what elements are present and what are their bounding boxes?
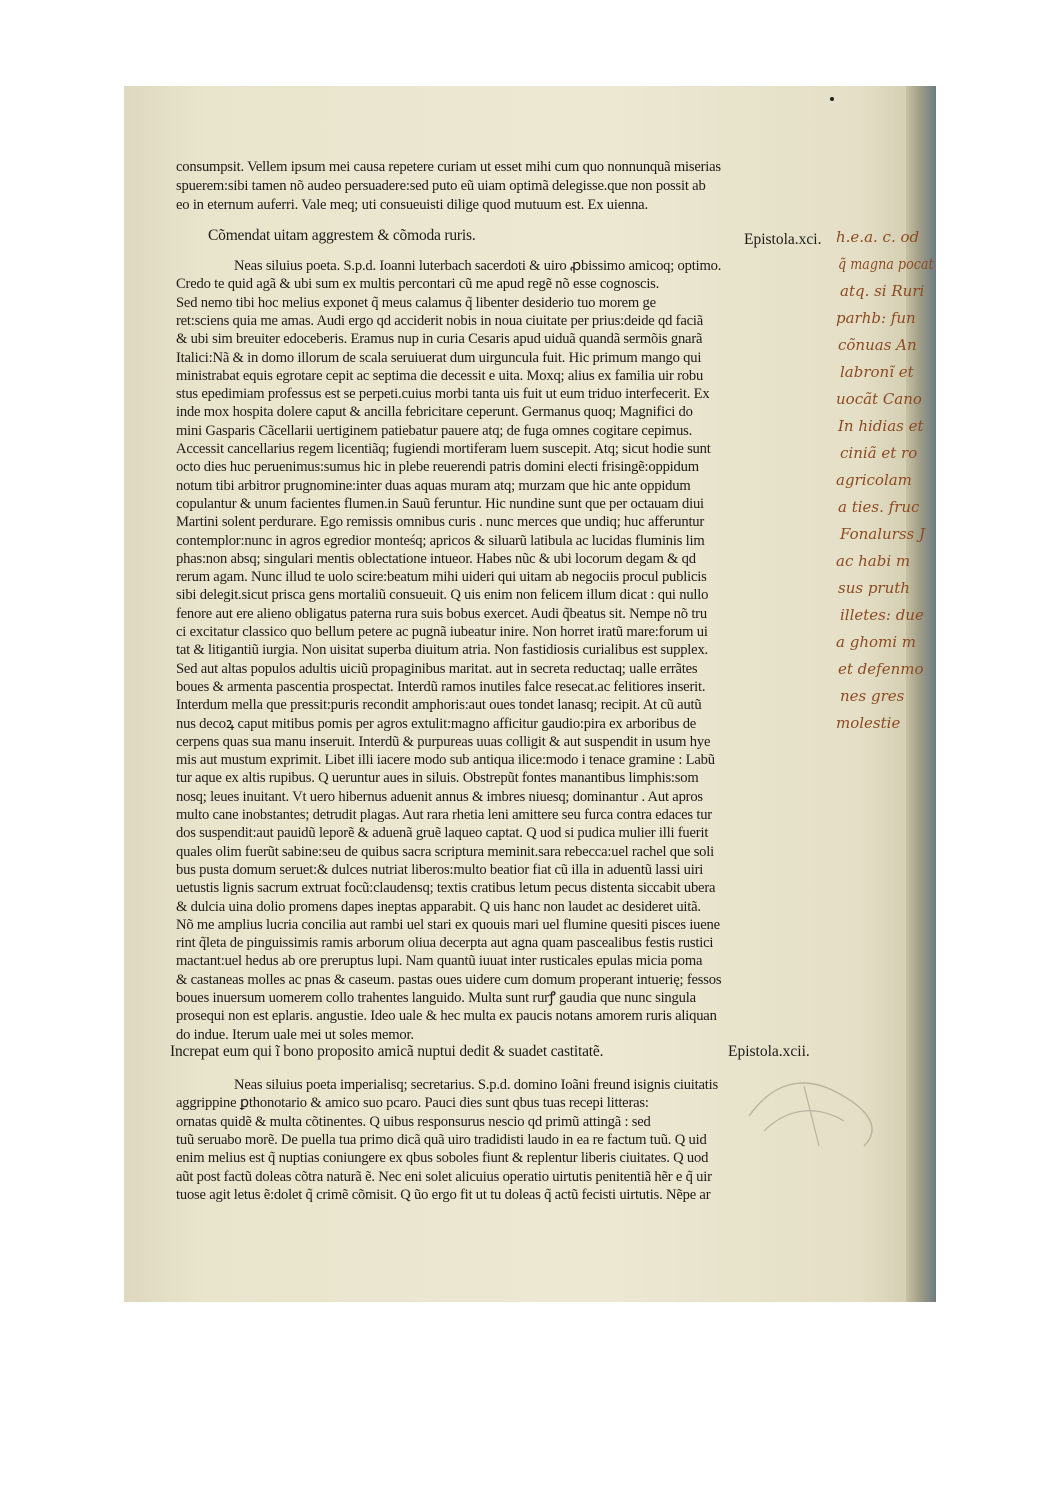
marginal-note: molestie [836,714,901,732]
text-line: spuerem:sibi tamen nõ audeo persuadere:sed puto eũ uiam optimã delegisse.que non possit ab [176,178,706,194]
letter-heading: Cõmendat uitam aggrestem & cõmoda ruris. [208,227,476,244]
text-line: Credo te quid agã & ubi sum ex multis percontari cũ me apud regẽ nõ esse cognoscis. [176,276,660,293]
letter-heading: Increpat eum qui ĩ bono proposito amicã nuptui dedit & suadet castitatẽ. [170,1043,604,1060]
text-line: Italici:Nã & in domo illorum de scala seruiuerat dum uirguncula fuit. Hic primum mango qui [176,349,702,366]
text-line: sibi delegit.sicut prisca gens mortaliũ consueuit. Q uis enim non felicem illum dicat : qui nullo [176,587,709,604]
text-line: nus decoꝝ caput mitibus pomis per agros extulit:magno afficitur gaudio:pira ex arboribus de [176,715,697,732]
marginal-note: uocãt Cano [836,390,922,408]
text-line: ret:sciens quia me amas. Audi ergo qd acciderit nobis in noua ciuitate per prius:deide qd faciã [176,312,704,329]
text-line: quales olim fuerũt sabine:seu de quibus sacra scriptura meminit.sara rebecca:uel rachel que soli [176,843,714,860]
text-line: stus epedimiam professus est se perpeti.cuius morbi tanta uis fuit ut eum triduo interfecerit. Ex [176,386,710,403]
ink-dot [830,97,834,101]
text-line: eo in eternum auferri. Vale meq; uti consueuisti dilige quod mutuum est. Ex uienna. [176,197,648,213]
text-line: cerpens quas sua manu inseruit. Interdũ & purpureas uuas colligit & aut suspendit in usum hye [176,733,711,750]
text-line: tur aque ex altis rupibus. Q ueruntur aues in siluis. Obstrepũt fontes manantibus limphis:som [176,770,699,787]
text-line: fenore aut ere alieno obligatus paterna rura suis bobus exercet. Audi q̃beatus sit. Nempe nõ tru [176,605,707,622]
text-line: dos suspendit:aut pauidũ leporẽ & aduenã gruẽ laqueo captat. Q uod si pudica mulier illi fuerit [176,825,709,842]
epistola-number: Epistola.xcii. [728,1043,810,1060]
text-line: aggrippine ꝑthonotario & amico suo pcaro. Pauci dies sunt qbus tuas recepi litteras: [176,1095,649,1112]
text-line: mini Gasparis Cãcellarii uertiginem patiebatur pauere atq; de fuga omnes cogitare cepimus. [176,422,693,439]
text-line: tuũ seruabo morẽ. De puella tua primo dicã quã uiro tradidisti laudo in ea re factum tuũ. Q uid [176,1131,707,1148]
text-line: octo dies huc peruenimus:sumus hic in plebe reuerendi patris domini electi frisingẽ:oppidum [176,459,699,476]
text-line: multo cane inobstantes; detrudit plagas. Aut rara rhetia leni amittere seu furca contra edaces tur [176,807,712,823]
marginal-note: ac habi m [836,552,911,570]
text-line: Accessit cancellarius regem licentiãq; fugiendi mortiferam luem suscepit. Atq; sicut hodie sunt [176,441,711,457]
text-line: ci excitatur classico quo bellum petere ac pugnã iubeatur inire. Non horret iratũ mare:forum ui [176,624,708,640]
text-line: boues inuersum uomerem collo trahentes languido. Multa sunt rurꝭ gaudia que nunc singula [176,990,696,1006]
marginal-note: a ties. fruc [838,498,920,516]
text-line: boues & armenta pascentia prospectat. Interdũ ramos inutiles falce resecat.ac felitiores inserit. [176,678,706,695]
text-line: nosq; leues inuitant. Vt uero hibernus aduenit annus & imbres niuesq; dominantur . Aut apros [176,788,703,805]
text-line: ministrabat equis egrotare cepit ac septima die decessit e uita. Moxq; alius ex familia uir robu [176,367,704,384]
text-line: phas:non absq; singulari mentis oblectatione intueor. Habes nũc & ubi locorum degam & qd [176,550,696,567]
text-line: copulantur & unum facientes flumen.in Sauũ feruntur. Hic nundine sunt que per octauam diui [176,495,704,512]
text-line: mis aut mustum exprimit. Libet illi iacere modo sub antiqua ilice:modo i tenace gramine : Labũ [176,752,715,769]
text-line: inde mox hospita dolere caput & ancilla febricitare ceperunt. Germanus quoq; Magnifici do [176,404,693,421]
marginal-note: In hidias et [838,417,924,435]
text-line: bus pusta domum seruet:& dulces nutriat liberos:multo beatior fiat cũ illa in aduentũ lassi uiri [176,861,704,878]
text-line: & dulcia uina dolio promens dapes ineptas apparabit. Q uis hanc non laudet ac desideret uitã. [176,898,701,915]
marginal-note: a ghomi m [836,633,917,651]
marginal-note: labronĩ et [840,363,914,381]
text-line: aũt post factũ doleas cõtra naturã ẽ. Nec eni solet alicuius operatio uirtutis penitentiã hẽr e q̃ uir [176,1168,712,1185]
text-line: mactant:uel hedus ab ore preruptus lupi. Nam quantũ iuuat inter rusticales epulas micia poma [176,953,703,970]
marginal-note: illetes: due [840,606,924,624]
text-line: & ubi sim breuiter edoceberis. Eramus nup in curia Cesaris apud uiduã quandã sermõis gnarã [176,331,703,348]
scanned-page [124,86,936,1302]
marginal-note: cõnuas An [838,336,917,354]
text-line: prosequi non est eplaris. angustie. Ideo uale & hec multa ex paucis notans amorem ruris aliquan [176,1008,717,1025]
text-line: Nõ me amplius lucria concilia aut rambi uel stari ex quouis mari uel flumine quesiti pisces iuene [176,916,720,933]
marginal-note: nes gres [840,687,905,705]
library-stamp [744,1076,894,1156]
marginal-note: h.e.a. c. od [836,228,920,246]
text-line: tuose agit letus ẽ:dolet q̃ crimẽ cõmisit. Q ũo ergo fit ut tu doleas q̃ actũ fecisti uirtutis. Nẽpe ar [176,1186,711,1203]
epistola-number: Epistola.xci. [744,231,822,248]
text-line: consumpsit. Vellem ipsum mei causa repetere curiam ut esset mihi cum quo nonnunquã miserias [176,159,721,175]
text-line: Sed nemo tibi hoc melius exponet q̃ meus calamus q̃ libenter desiderio tuo morem ge [176,294,656,311]
text-line: uetustis lignis sacrum extruat focũ:claudensq; textis cratibus letum pecus distenta siccabit ubera [176,880,716,897]
text-line: do indue. Iterum uale mei ut soles memor. [176,1026,414,1043]
text-line: Sed aut altas populos adultis uiciũ propaginibus maritat. aut in secreta reductaq; ualle errãtes [176,660,698,677]
marginal-note: atq. si Ruri [840,282,925,300]
marginal-note: parhb: fun [836,309,916,327]
marginal-note: Fonalurss J [840,525,926,543]
text-line: ornatas quidẽ & multa cõtinentes. Q uibus responsurus nescio qd primũ attingã : sed [176,1113,651,1130]
marginal-note: q̃ magna pocat [838,255,934,273]
text-line: rint q̃leta de pinguissimis ramis arborum oliua decerpta aut agna quam pascealibus festis rustici [176,935,714,952]
text-line: & castaneas molles ac pnas & caseum. pastas oues uidere cum domum properant intuerię; fessos [176,971,722,988]
text-line: Neas siluius poeta. S.p.d. Ioanni luterbach sacerdoti & uiro ꝓbissimo amicoq; optimo. [234,258,722,274]
marginal-note: et defenmo [838,660,924,678]
marginal-note: sus pruth [838,579,910,597]
text-line: contemplor:nunc in agros egredior monteśq; apricos & siluarũ latibula ac lucidas fluminis lim [176,532,705,549]
text-line: notum tibi arbitror prugnomine:inter duas aquas muram atq; murzam que hic ante oppidum [176,477,691,494]
paper-leaf [124,86,924,1302]
marginal-note: agricolam [836,471,912,489]
text-line: enim melius est q̃ nuptias coniungere ex qbus soboles fiunt & replentur liberis ciuitates. Q uod [176,1150,709,1167]
text-line: tat & litigantiũ iurgia. Non uisitat superba diuitum atria. Non fastidiosis curialibus est supplex. [176,642,708,659]
text-line: rerum agam. Nunc illud te uolo scire:beatum mihi uideri qui uitam ab negociis procul publicis [176,569,707,586]
text-line: Martini solent perdurare. Ego remissis omnibus curis . nunc merces que undiq; huc afferuntur [176,514,705,531]
marginal-note: ciniã et ro [840,444,918,462]
text-line: Neas siluius poeta imperialisq; secretarius. S.p.d. domino Ioãni freund isignis ciuitatis [234,1077,718,1093]
text-line: Interdum mella que pressit:puris recondit amphoris:aut oues tondet lanasq; recipit. At cũ autũ [176,697,702,714]
